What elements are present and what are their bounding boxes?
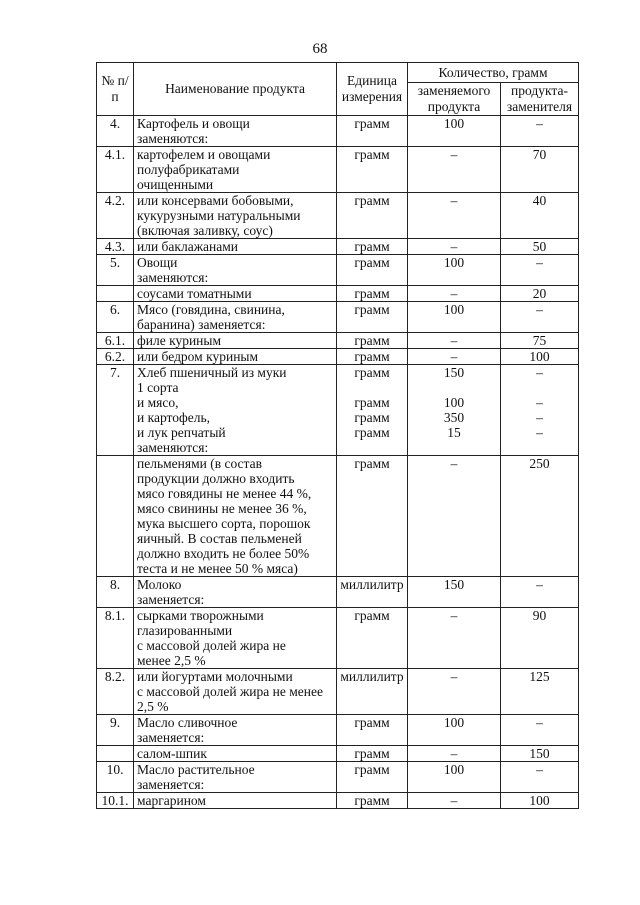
row-replacement-quantity [501, 286, 579, 302]
row-product-name [134, 608, 337, 669]
cell-line: грамм [354, 286, 390, 301]
cell-line: кукурузными натуральными [137, 208, 301, 223]
cell-line: 100 [443, 762, 465, 777]
row-replaced-quantity [408, 333, 501, 349]
row-product-name [134, 193, 337, 239]
cell-line: миллилитр [340, 577, 404, 592]
row-product-name [134, 333, 337, 349]
cell-line: заменяется: [137, 592, 205, 607]
cell-line: с массовой долей жира не менее [137, 684, 323, 699]
cell-line: грамм [354, 608, 390, 623]
table-row [97, 302, 579, 333]
row-number: 5. [97, 255, 134, 286]
row-number: 6. [97, 302, 134, 333]
table-row [97, 608, 579, 669]
row-replacement-quantity [501, 715, 579, 746]
cell-line: баранина) заменяется: [137, 317, 266, 332]
row-unit [337, 239, 408, 255]
row-replacement-quantity [501, 762, 579, 793]
cell-line: и лук репчатый [137, 425, 226, 440]
row-product-name [134, 669, 337, 715]
header-replaced: заменяемого продукта [408, 83, 501, 116]
row-number [97, 456, 134, 577]
row-product-name [134, 239, 337, 255]
cell-line: 150 [443, 365, 465, 380]
cell-line: 100 [443, 715, 465, 730]
row-unit [337, 255, 408, 286]
row-product-name [134, 255, 337, 286]
cell-line: глазированными [137, 623, 233, 638]
cell-line: грамм [354, 193, 390, 208]
row-replacement-quantity [501, 793, 579, 809]
cell-line [504, 380, 575, 395]
cell-line: 250 [529, 456, 550, 471]
table-row [97, 333, 579, 349]
row-number: 8.2. [97, 669, 134, 715]
table-row [97, 793, 579, 809]
row-unit [337, 116, 408, 147]
row-unit [337, 365, 408, 456]
cell-line: миллилитр [340, 669, 404, 684]
row-number: 6.2. [97, 349, 134, 365]
cell-line: 100 [443, 302, 465, 317]
row-number: 7. [97, 365, 134, 456]
cell-line [411, 440, 497, 455]
cell-line: грамм [354, 255, 390, 270]
cell-line: маргарином [137, 793, 206, 808]
row-unit [337, 669, 408, 715]
cell-line: – [536, 410, 543, 425]
row-replacement-quantity [501, 669, 579, 715]
row-product-name [134, 116, 337, 147]
header-name: Наименование продукта [134, 63, 337, 116]
cell-line: – [536, 116, 543, 131]
cell-line: (включая заливку, соус) [137, 223, 273, 238]
table-row [97, 456, 579, 577]
cell-line: 90 [532, 608, 547, 623]
row-replaced-quantity [408, 286, 501, 302]
cell-line: Масло растительное [137, 762, 255, 777]
cell-line: 75 [532, 333, 547, 348]
page-number: 68 [312, 41, 328, 57]
table-row [97, 255, 579, 286]
cell-line: или консервами бобовыми, [137, 193, 294, 208]
row-replacement-quantity [501, 239, 579, 255]
cell-line: – [450, 746, 458, 761]
cell-line: – [536, 762, 543, 777]
cell-line: грамм [354, 365, 390, 380]
row-number: 10. [97, 762, 134, 793]
table-body [97, 116, 579, 809]
row-unit [337, 793, 408, 809]
table-row [97, 193, 579, 239]
cell-line: 40 [532, 193, 547, 208]
cell-line: яичный. В состав пельменей [137, 531, 302, 546]
cell-line: грамм [354, 395, 390, 410]
cell-line: грамм [354, 410, 390, 425]
cell-line [340, 380, 404, 395]
cell-line: с массовой долей жира не [137, 638, 286, 653]
row-number [97, 746, 134, 762]
cell-line: соусами томатными [137, 286, 252, 301]
row-replaced-quantity [408, 608, 501, 669]
row-unit [337, 608, 408, 669]
cell-line: 100 [443, 255, 465, 270]
row-number: 8. [97, 577, 134, 608]
cell-line: 50 [532, 239, 547, 254]
cell-line: грамм [354, 762, 390, 777]
row-replaced-quantity [408, 669, 501, 715]
cell-line: – [450, 333, 458, 348]
cell-line: – [450, 456, 458, 471]
row-replacement-quantity [501, 456, 579, 577]
cell-line: заменяются: [137, 270, 209, 285]
row-unit [337, 286, 408, 302]
row-number: 9. [97, 715, 134, 746]
cell-line: – [450, 793, 458, 808]
cell-line: грамм [354, 793, 390, 808]
cell-line: грамм [354, 746, 390, 761]
header-replacement: продукта-заменителя [501, 83, 579, 116]
cell-line: – [536, 255, 543, 270]
header-num: № п/п [97, 63, 134, 116]
table-row [97, 286, 579, 302]
cell-line: Хлеб пшеничный из муки [137, 365, 287, 380]
row-product-name [134, 456, 337, 577]
cell-line: грамм [354, 116, 390, 131]
cell-line: грамм [354, 147, 390, 162]
row-replaced-quantity [408, 365, 501, 456]
cell-line: – [450, 608, 458, 623]
row-number: 10.1. [97, 793, 134, 809]
cell-line: мясо свинины не менее 36 %, [137, 501, 307, 516]
cell-line: 150 [529, 746, 550, 761]
row-product-name [134, 715, 337, 746]
row-replaced-quantity [408, 193, 501, 239]
table-row [97, 746, 579, 762]
row-number: 4.3. [97, 239, 134, 255]
cell-line: – [536, 425, 543, 440]
cell-line: Молоко [137, 577, 182, 592]
cell-line [340, 440, 404, 455]
row-product-name [134, 302, 337, 333]
row-unit [337, 715, 408, 746]
row-unit [337, 456, 408, 577]
cell-line: грамм [354, 239, 390, 254]
cell-line: грамм [354, 715, 390, 730]
cell-line: заменяется: [137, 777, 205, 792]
cell-line: – [536, 395, 543, 410]
row-unit [337, 193, 408, 239]
row-replacement-quantity [501, 116, 579, 147]
cell-line: 1 сорта [137, 380, 179, 395]
cell-line: картофелем и овощами [137, 147, 271, 162]
cell-line: продукции должно входить [137, 471, 295, 486]
cell-line: грамм [354, 425, 390, 440]
row-replaced-quantity [408, 456, 501, 577]
cell-line: 15 [447, 425, 461, 440]
row-replaced-quantity [408, 746, 501, 762]
cell-line: сырками творожными [137, 608, 264, 623]
table-row [97, 239, 579, 255]
cell-line: заменяются: [137, 131, 209, 146]
cell-line: Овощи [137, 255, 178, 270]
row-replaced-quantity [408, 762, 501, 793]
cell-line: – [450, 349, 458, 364]
row-replacement-quantity [501, 255, 579, 286]
cell-line: 20 [532, 286, 547, 301]
row-replaced-quantity [408, 349, 501, 365]
cell-line: пельменями (в состав [137, 456, 262, 471]
row-replaced-quantity [408, 793, 501, 809]
row-replacement-quantity [501, 608, 579, 669]
cell-line: 100 [529, 349, 550, 364]
row-unit [337, 577, 408, 608]
cell-line: – [536, 365, 543, 380]
row-replacement-quantity [501, 147, 579, 193]
cell-line: – [536, 715, 543, 730]
row-product-name [134, 286, 337, 302]
cell-line: и мясо, [137, 395, 179, 410]
substitution-table [96, 62, 579, 809]
cell-line: грамм [354, 302, 390, 317]
cell-line: грамм [354, 333, 390, 348]
row-number [97, 286, 134, 302]
table-row [97, 365, 579, 456]
cell-line: заменяются: [137, 440, 209, 455]
row-unit [337, 333, 408, 349]
cell-line: мясо говядины не менее 44 %, [137, 486, 312, 501]
cell-line: салом-шпик [137, 746, 207, 761]
cell-line: мука высшего сорта, порошок [137, 516, 311, 531]
cell-line: должно входить не более 50% [137, 546, 310, 561]
cell-line: менее 2,5 % [137, 653, 206, 668]
row-product-name [134, 349, 337, 365]
row-product-name [134, 147, 337, 193]
row-replaced-quantity [408, 239, 501, 255]
row-replacement-quantity [501, 333, 579, 349]
cell-line: – [450, 147, 458, 162]
header-quantity: Количество, грамм [408, 63, 579, 83]
cell-line: 70 [532, 147, 547, 162]
row-product-name [134, 762, 337, 793]
row-unit [337, 762, 408, 793]
cell-line: грамм [354, 456, 390, 471]
cell-line: 100 [443, 116, 465, 131]
table-row [97, 147, 579, 193]
row-replaced-quantity [408, 302, 501, 333]
row-replacement-quantity [501, 193, 579, 239]
row-unit [337, 746, 408, 762]
table-row [97, 349, 579, 365]
row-replacement-quantity [501, 349, 579, 365]
cell-line: или бедром куриным [137, 349, 259, 364]
row-number: 6.1. [97, 333, 134, 349]
row-unit [337, 302, 408, 333]
row-replacement-quantity [501, 365, 579, 456]
table-row [97, 715, 579, 746]
row-replaced-quantity [408, 577, 501, 608]
cell-line: 350 [443, 410, 465, 425]
row-replaced-quantity [408, 255, 501, 286]
cell-line: заменяется: [137, 730, 205, 745]
row-replaced-quantity [408, 116, 501, 147]
cell-line: 125 [529, 669, 550, 684]
cell-line: – [536, 577, 543, 592]
cell-line: – [450, 669, 458, 684]
row-replaced-quantity [408, 147, 501, 193]
header-unit: Единица измерения [337, 63, 408, 116]
cell-line: 2,5 % [137, 699, 169, 714]
cell-line: полуфабрикатами [137, 162, 240, 177]
row-replaced-quantity [408, 715, 501, 746]
row-product-name [134, 577, 337, 608]
cell-line: и картофель, [137, 410, 210, 425]
cell-line: Картофель и овощи [137, 116, 250, 131]
table-row [97, 577, 579, 608]
row-replacement-quantity [501, 746, 579, 762]
table-row [97, 669, 579, 715]
row-unit [337, 349, 408, 365]
row-replacement-quantity [501, 302, 579, 333]
cell-line: 150 [443, 577, 465, 592]
row-unit [337, 147, 408, 193]
table-row [97, 116, 579, 147]
cell-line: очищенными [137, 177, 214, 192]
row-product-name [134, 365, 337, 456]
cell-line: 100 [443, 395, 465, 410]
cell-line: Масло сливочное [137, 715, 238, 730]
row-number: 4. [97, 116, 134, 147]
cell-line: или баклажанами [137, 239, 239, 254]
cell-line: – [450, 286, 458, 301]
cell-line: филе куриным [137, 333, 222, 348]
cell-line: – [450, 239, 458, 254]
cell-line [504, 440, 575, 455]
row-product-name [134, 746, 337, 762]
row-product-name [134, 793, 337, 809]
cell-line: грамм [354, 349, 390, 364]
row-number: 8.1. [97, 608, 134, 669]
cell-line: или йогуртами молочными [137, 669, 293, 684]
cell-line: Мясо (говядина, свинина, [137, 302, 285, 317]
table-row [97, 762, 579, 793]
row-number: 4.2. [97, 193, 134, 239]
cell-line: теста и не менее 50 % мяса) [137, 561, 298, 576]
row-replacement-quantity [501, 577, 579, 608]
cell-line: – [536, 302, 543, 317]
row-number: 4.1. [97, 147, 134, 193]
cell-line: – [450, 193, 458, 208]
cell-line: 100 [529, 793, 550, 808]
cell-line [411, 380, 497, 395]
